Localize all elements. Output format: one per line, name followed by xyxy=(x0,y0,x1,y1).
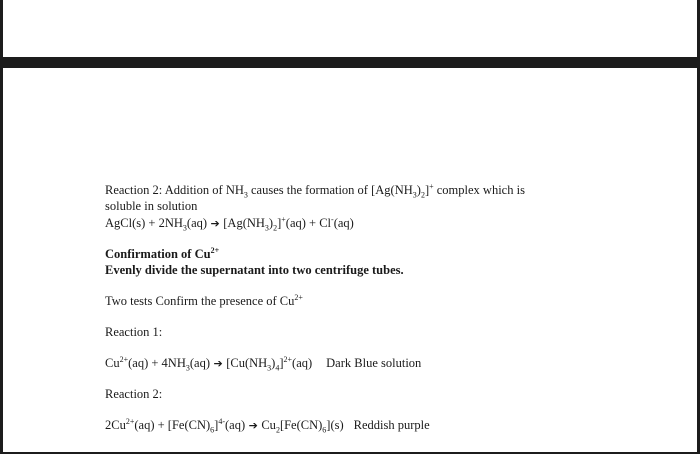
reaction2-description-line1: Reaction 2: Addition of $NH_3$ causes the formation of $[Ag(NH_3)_2]^+$ complex which is xyxy=(105,181,525,200)
reaction-arrow-icon: ➔ xyxy=(209,357,227,370)
reaction2-observation: Reddish purple xyxy=(353,418,430,432)
reaction2-ferrocyanide-equation: $2Cu^{2+}(aq) + [Fe(CN)_6]^{4-}(aq)$ ➔ $Cu_2[Fe(CN)_6](s)$ Reddish purple xyxy=(105,416,430,435)
confirmation-heading: Confirmation of $Cu^{2+}$ xyxy=(105,245,220,261)
reaction2-label: Reaction 2: xyxy=(105,387,163,401)
reaction1-equation: $Cu^{2+}(aq) + 4NH_3(aq)$ ➔ $[Cu(NH_3)_4]^{2+}(aq)$ Dark Blue solution xyxy=(105,354,422,373)
reaction-arrow-icon: ➔ xyxy=(245,419,262,432)
divider-bar xyxy=(0,57,700,68)
reaction2-equation: AgCl(s) + $2NH_3(aq)$ ➔ $[Ag(NH_3)_2]^+(aq) + Cl^-(aq)$ xyxy=(105,214,354,233)
reaction1-label: Reaction 1: xyxy=(105,325,163,339)
top-blank-panel xyxy=(3,0,697,57)
divide-instruction: Evenly divide the supernatant into two centrifuge tubes. xyxy=(105,263,404,277)
two-tests-text: Two tests Confirm the presence of $Cu^{2+}$ xyxy=(105,292,303,308)
reaction1-observation: Dark Blue solution xyxy=(326,356,422,370)
reaction2-description-line2: soluble in solution xyxy=(105,199,198,213)
reaction-arrow-icon: ➔ xyxy=(207,217,224,230)
